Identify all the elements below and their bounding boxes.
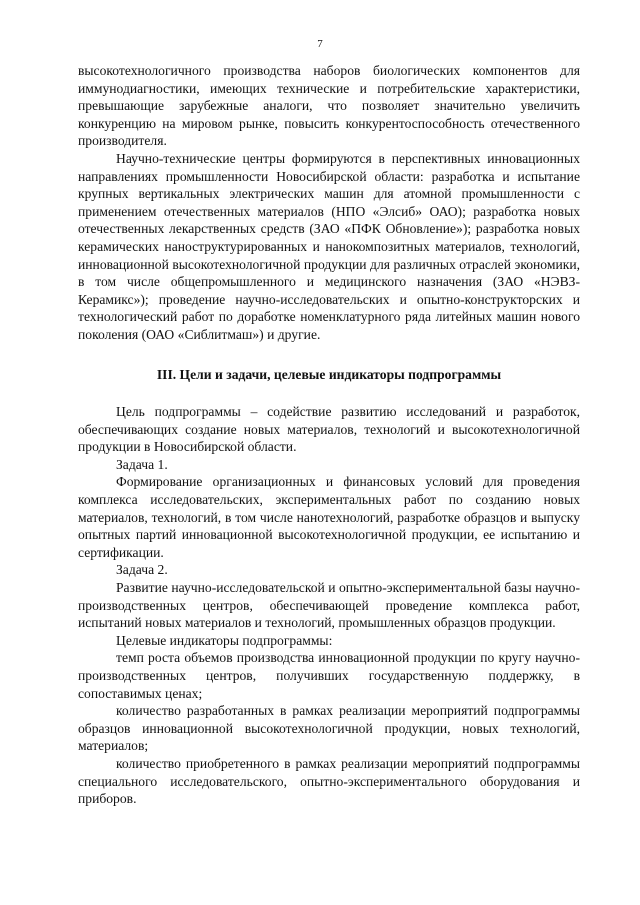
task-1-label: Задача 1. — [116, 456, 168, 472]
indicator-developed-samples: количество разработанных в рамках реализации мероприятий подпрограммы образцов инновационной высокотехнологичной продукции, новых технологий, материалов; — [78, 703, 580, 754]
paragraph-goal: Цель подпрограммы – содействие развитию исследований и разработок, обеспечивающих создание новых материалов, технологий и высокотехнологичной продукции в Новосибирской области. — [78, 404, 580, 455]
paragraph-intro-continuation: высокотехнологичного производства наборов биологических компонентов для иммунодиагностики, имеющих технические и потребительские характеристики, превышающие зарубежные аналоги, что позволяет значительно увеличить конкуренцию на мировом рынке, повысить конкурентоспособность отечественного производителя. — [78, 63, 580, 149]
indicators-label: Целевые индикаторы подпрограммы: — [116, 632, 333, 648]
paragraph-scientific-centers: Научно-технические центры формируются в перспективных инновационных направлениях промышленности Новосибирской области: разработка и испытание крупных вертикальных электрических машин для атомной промышленности с применением отечественных материалов (НПО «Элсиб» ОАО); разработка новых отечественных лекарственных средств (ЗАО «ПФК Обновление»); разработка новых керамических наноструктурированных и нанокомпозитных материалов, технологий, инновационной высокотехнологичной продукции для различных отраслей экономики, в том числе общепромышленного и медицинского назначения (ЗАО «НЭВЗ-Керамикс»); проведение научно-исследовательских и опытно-конструкторских и технологический работ по доработке номенклатурного ряда литейных машин нового поколения (ОАО «Сиблитмаш») и другие. — [78, 150, 580, 342]
indicator-acquired-equipment: количество приобретенного в рамках реализации мероприятий подпрограммы специального исследовательского, опытно-экспериментального оборудования и приборов. — [78, 755, 580, 807]
task-2-label: Задача 2. — [116, 562, 168, 578]
section-heading: III. Цели и задачи, целевые индикаторы подпрограммы — [156, 366, 502, 382]
task-2-text: Развитие научно-исследовательской и опытно-экспериментальной базы научно-производственных центров, обеспечивающей проведение комплекса работ, испытаний новых материалов и технологий, промышленных образцов продукции. — [78, 580, 580, 631]
task-1-text: Формирование организационных и финансовых условий для проведения комплекса исследовательских, экспериментальных работ по созданию новых материалов, технологий, в том числе нанотехнологий, разработке образцов и выпуску опытных партий инновационной высокотехнологичной продукции, ее испытанию и сертификации. — [78, 474, 580, 560]
page-number: 7 — [317, 38, 323, 50]
document-body — [78, 62, 580, 808]
indicator-growth-rate: темп роста объемов производства инновационной продукции по кругу научно-производственных центров, получивших государственную поддержку, в сопоставимых ценах; — [78, 650, 580, 701]
